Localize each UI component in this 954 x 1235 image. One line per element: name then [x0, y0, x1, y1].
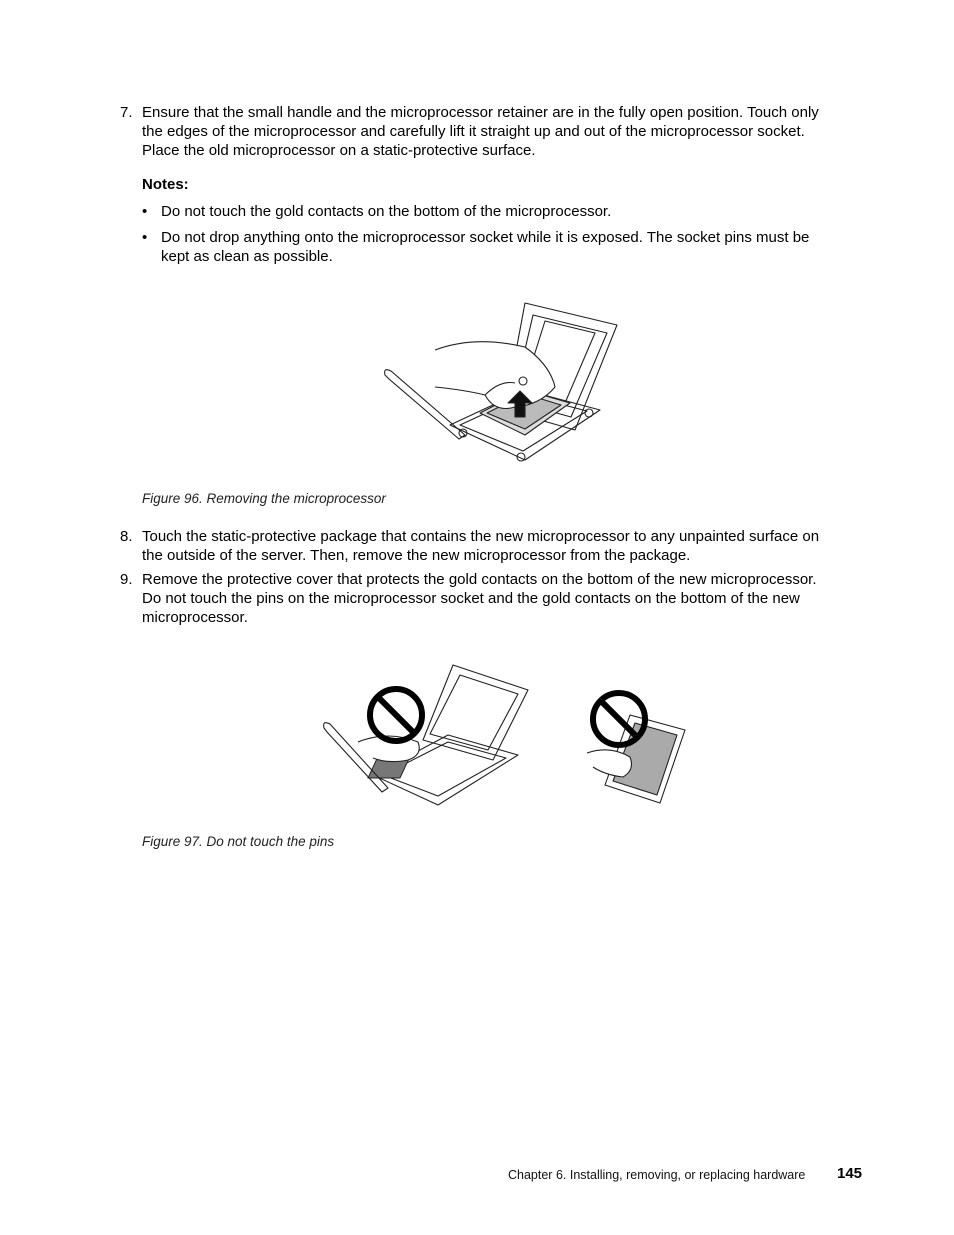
note-bullet-2 [142, 228, 862, 266]
step-text-line: Place the old microprocessor on a static-protective surface. [142, 142, 536, 159]
hand [587, 750, 631, 777]
notes-title: Notes: [142, 176, 189, 193]
bullet-icon: • [142, 229, 148, 246]
note-text-line: Do not drop anything onto the microprocessor socket while it is exposed. The socket pins must be [161, 229, 810, 246]
step-7 [120, 103, 860, 160]
note-text-line: Do not touch the gold contacts on the bottom of the microprocessor. [161, 203, 612, 220]
figure-96-caption: Figure 96. Removing the microprocessor [142, 491, 386, 506]
figure-96-illustration [375, 295, 625, 470]
footer-chapter-title: Chapter 6. Installing, removing, or replacing hardware [508, 1168, 806, 1182]
step-text-line: microprocessor. [142, 609, 248, 626]
figure-97-socket-illustration [318, 660, 533, 810]
note-text-line: kept as clean as possible. [161, 248, 333, 265]
no-entry-icon [370, 689, 422, 741]
step-text-line: the outside of the server. Then, remove the new microprocessor from the package. [142, 547, 691, 564]
hand [435, 342, 555, 409]
step-text-line: Do not touch the pins on the microprocessor socket and the gold contacts on the bottom of the new [142, 590, 800, 607]
page-number: 145 [837, 1165, 863, 1182]
bullet-icon: • [142, 203, 148, 220]
step-9 [120, 570, 860, 627]
step-number: 7. [120, 104, 133, 121]
step-text-line: Touch the static-protective package that contains the new microprocessor to any unpainted surface on [142, 528, 820, 545]
note-bullet-1 [142, 202, 862, 221]
figure-97-caption: Figure 97. Do not touch the pins [142, 834, 335, 849]
step-text-line: Remove the protective cover that protects the gold contacts on the bottom of the new microprocessor. [142, 571, 817, 588]
step-text-line: the edges of the microprocessor and carefully lift it straight up and out of the microprocessor socket. [142, 123, 805, 140]
step-text-line: Ensure that the small handle and the microprocessor retainer are in the fully open position. Touch only [142, 104, 819, 121]
retainer-frame [423, 665, 528, 760]
step-number: 8. [120, 528, 133, 545]
figure-97-processor-illustration [585, 685, 695, 810]
step-8 [120, 527, 860, 565]
step-number: 9. [120, 571, 133, 588]
